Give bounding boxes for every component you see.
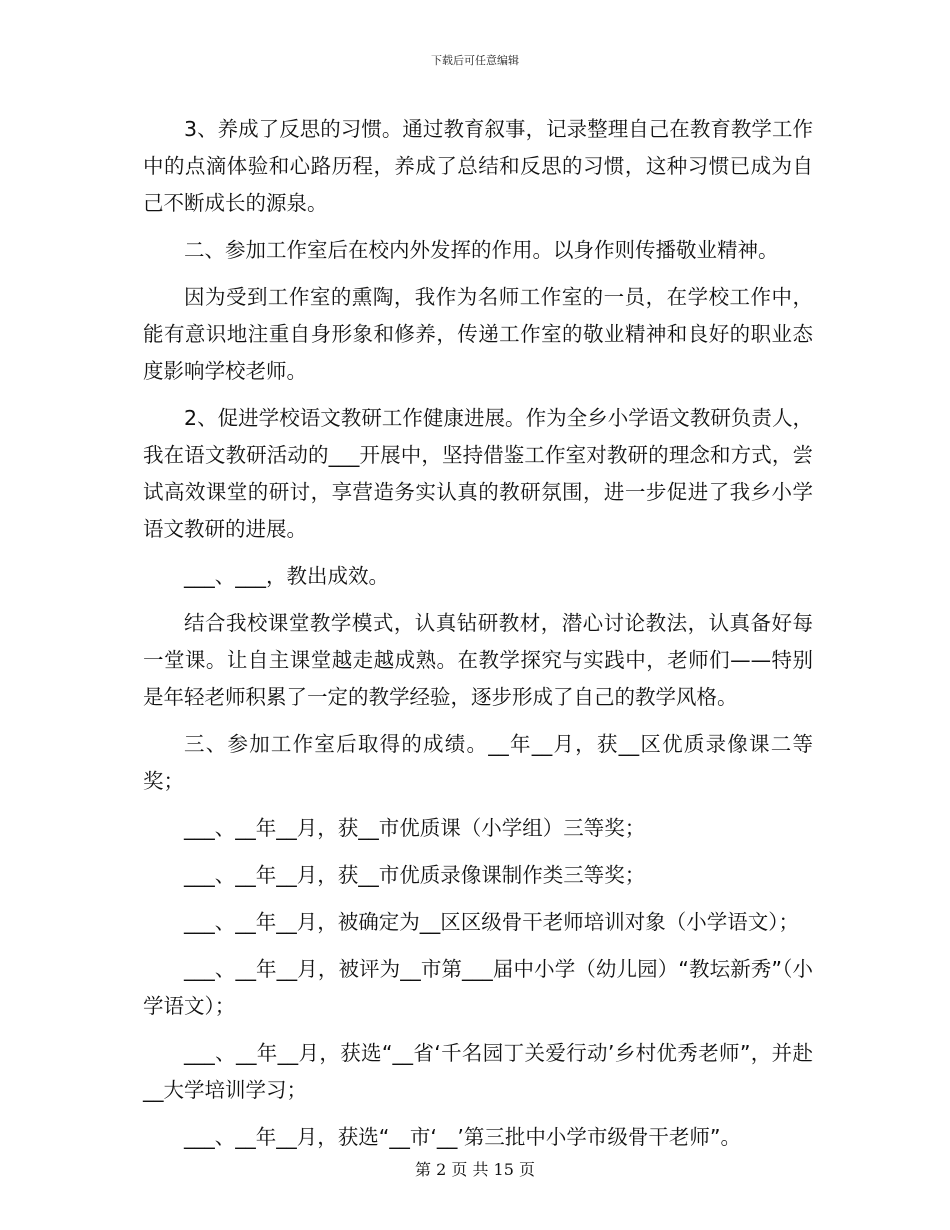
paragraph: ___、__年__月，获选“__省‘千名园丁关爱行动’乡村优秀老师”，并赴__大学培训学习； — [143, 1041, 813, 1102]
paragraph: 结合我校课堂教学模式，认真钻研教材，潜心讨论教法，认真备好每一堂课。让自主课堂越走越成熟。在教学探究与实践中，老师们——特别是年轻老师积累了一定的教学经验，逐步形成了自己的教学风格。 — [143, 611, 813, 709]
paragraph: 3、养成了反思的习惯。通过教育叙事，记录整理自己在教育教学工作中的点滴体验和心路历程，养成了总结和反思的习惯，这种习惯已成为自己不断成长的源泉。 — [143, 117, 813, 215]
paragraph: ___、__年__月，获__市优质录像课制作类三等奖； — [184, 863, 646, 887]
paragraph: 二、参加工作室后在校内外发挥的作用。以身作则传播敬业精神。 — [184, 238, 779, 262]
paragraph: ___、__年__月，获__市优质课（小学组）三等奖； — [184, 816, 646, 840]
paragraph: 2、促进学校语文教研工作健康进展。作为全乡小学语文教研负责人，我在语文教研活动的___开展中，坚持借鉴工作室对教研的理念和方式，尝试高效课堂的研讨，享营造务实认真的教研氛围，进一步促进了我乡小学语文教研的进展。 — [143, 406, 813, 541]
paragraph: 三、参加工作室后取得的成绩。__年__月，获__区优质录像课二等奖； — [143, 732, 813, 793]
page-header: 下载后可任意编辑 — [431, 54, 519, 67]
paragraph: ___、__年__月，被评为__市第___届中小学（幼儿园）“教坛新秀”（小学语文）； — [143, 957, 813, 1018]
paragraph: ___、___，教出成效。 — [184, 564, 389, 588]
paragraph: 因为受到工作室的熏陶，我作为名师工作室的一员，在学校工作中，能有意识地注重自身形象和修养，传递工作室的敬业精神和良好的职业态度影响学校老师。 — [143, 285, 813, 383]
paragraph: ___、__年__月，获选“__市‘__’第三批中小学市级骨干老师”。 — [184, 1125, 742, 1149]
page-number: 第 2 页 共 15 页 — [415, 1160, 535, 1179]
document-body — [143, 111, 813, 1156]
paragraph: ___、__年__月，被确定为__区区级骨干老师培训对象（小学语文）； — [184, 910, 799, 934]
